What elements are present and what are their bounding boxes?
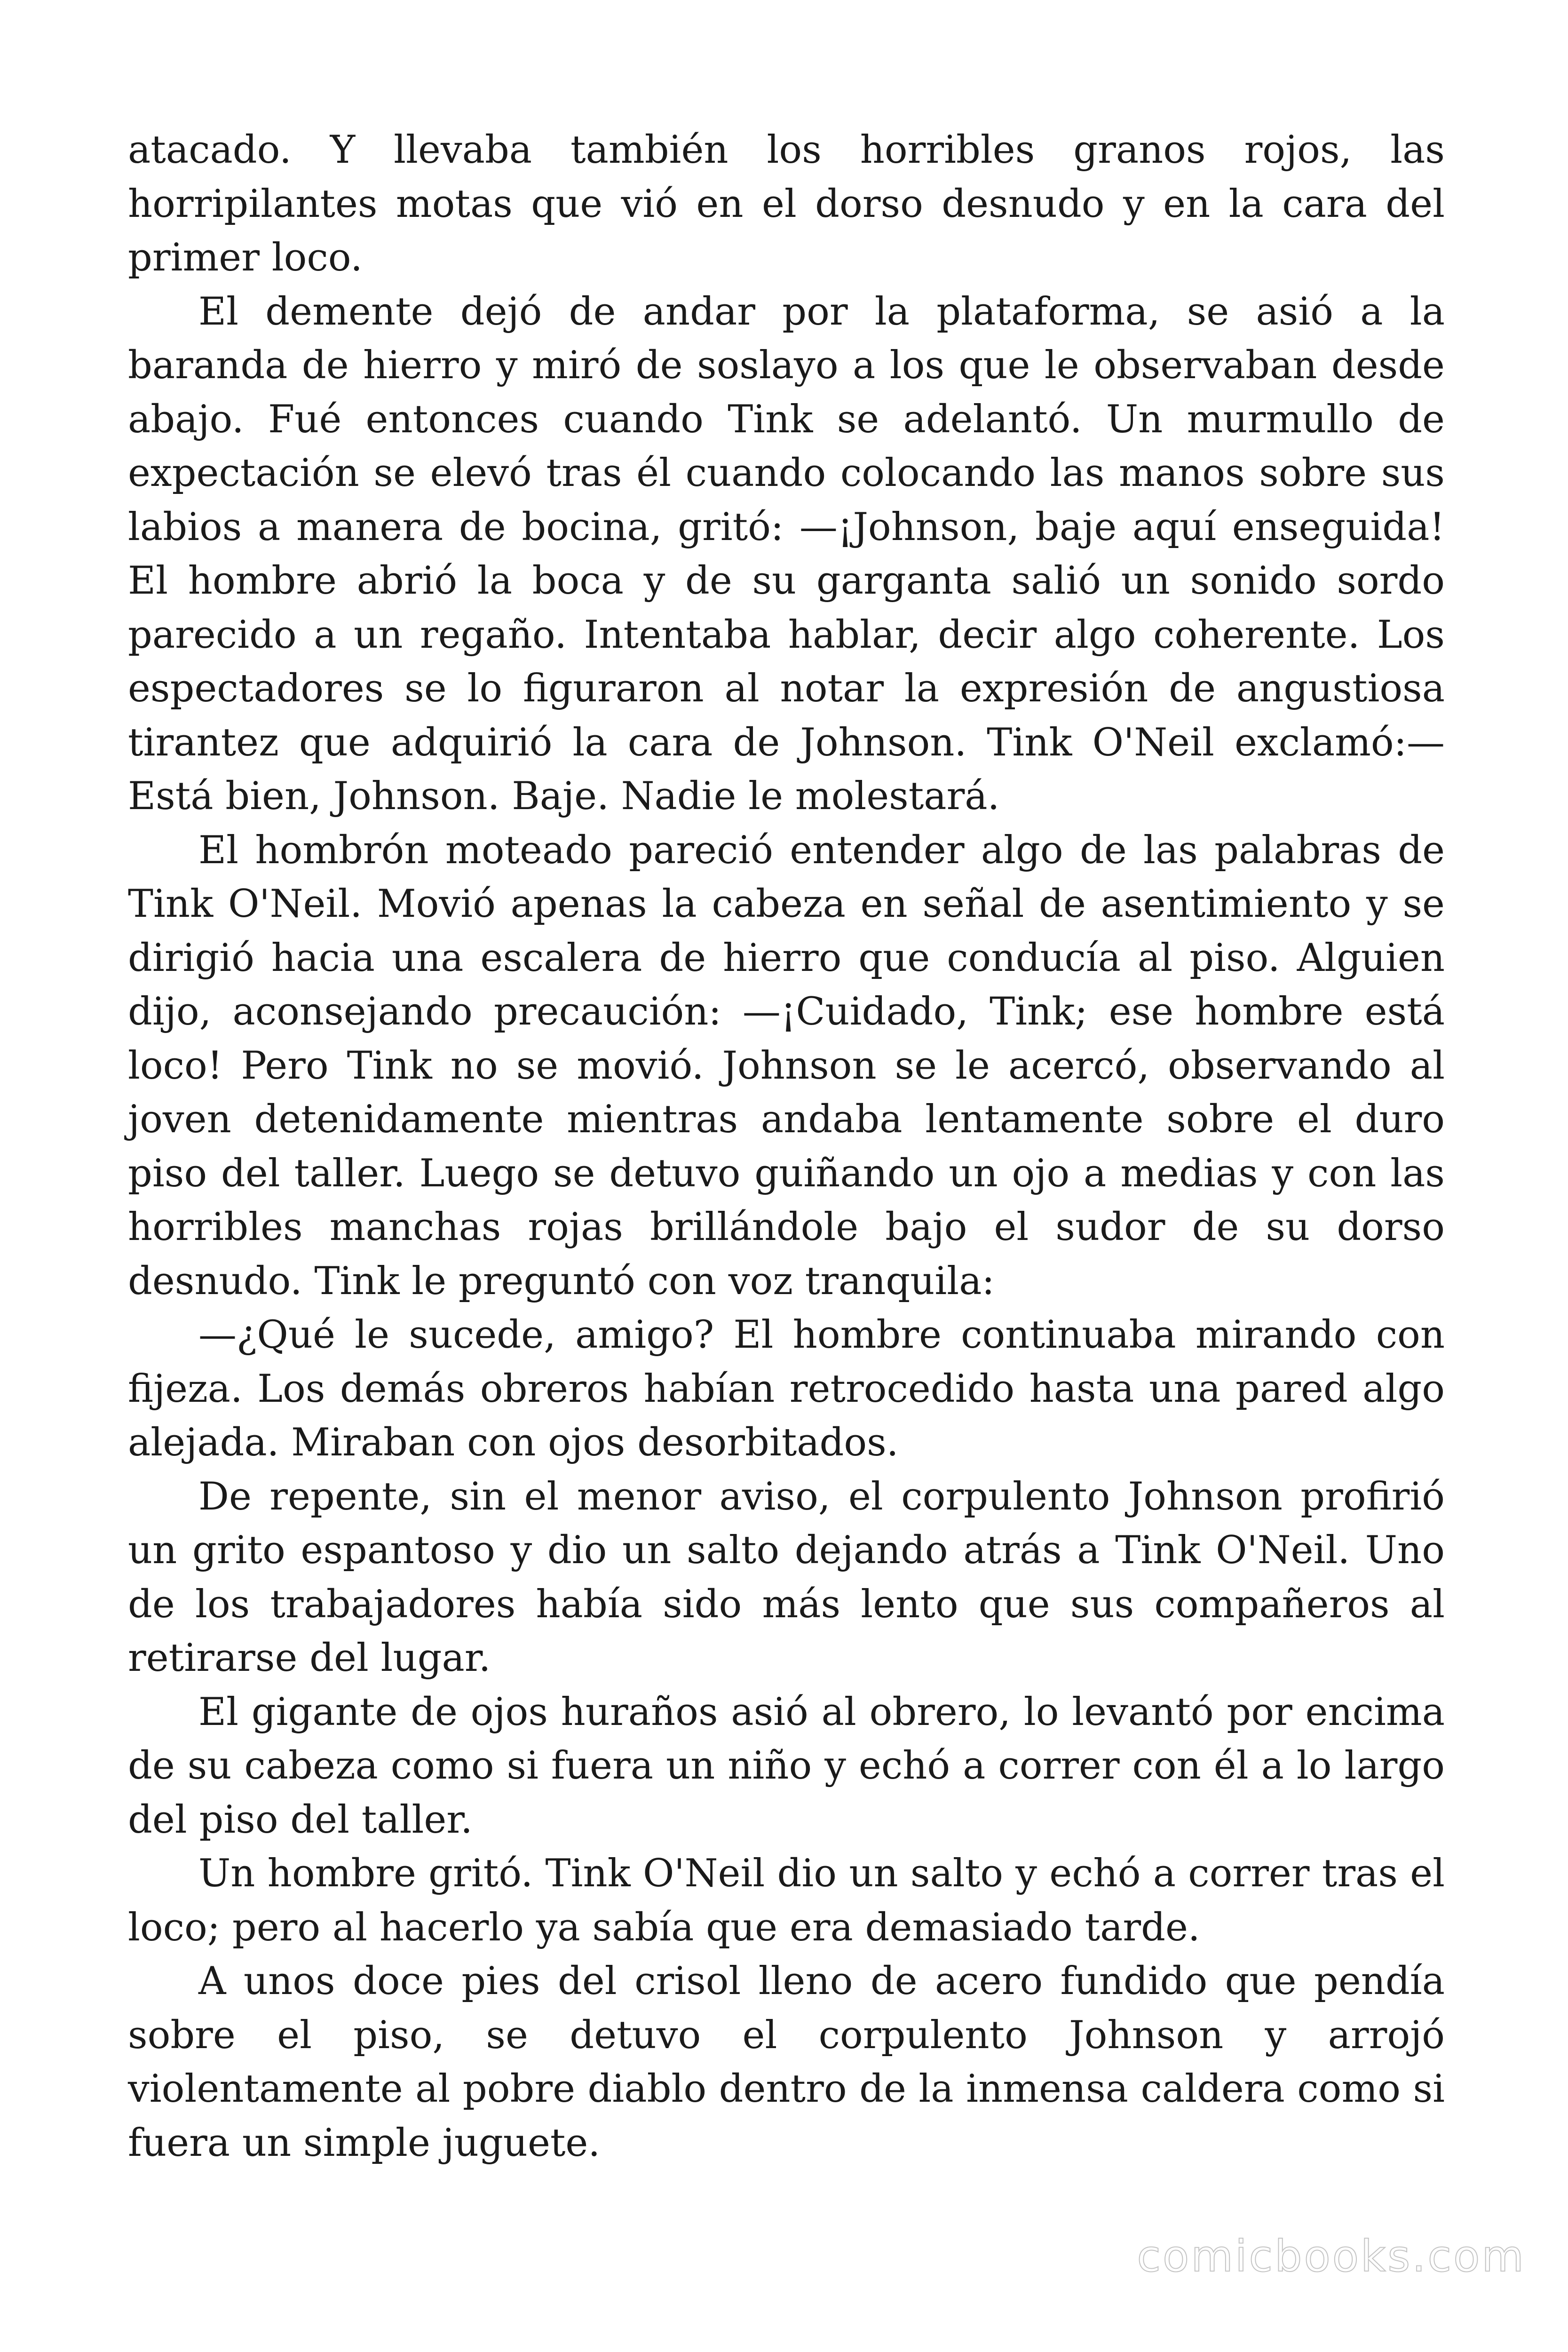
paragraph: atacado. Y llevaba también los horribles granos rojos, las horripilantes motas que vió en el dorso desnudo y en la cara del primer loco. [128,128,1445,280]
paragraph: A unos doce pies del crisol lleno de acero fundido que pendía sobre el piso, se detuvo el corpulento Johnson y arrojó violentamente al pobre diablo dentro de la inmensa caldera como si fuera un simple juguete. [128,1959,1445,2165]
watermark: comicbooks.com [1137,2231,1526,2281]
paragraph: —¿Qué le sucede, amigo? El hombre continuaba mirando con fijeza. Los demás obreros habían retrocedido hasta una pared algo alejada. Miraban con ojos desorbitados. [128,1313,1445,1465]
paragraph: El hombrón moteado pareció entender algo de las palabras de Tink O'Neil. Movió apenas la cabeza en señal de asentimiento y se dirigió hacia una escalera de hierro que conducía al piso. Alguien dijo, aconsejando precaución: —¡Cuidado, Tink; ese hombre está loco! Pero Tink no se movió. Johnson se le acercó, observando al joven detenidamente mientras andaba lentamente sobre el duro piso del taller. Luego se detuvo guiñando un ojo a medias y con las horribles manchas rojas brillándole bajo el sudor de su dorso desnudo. Tink le preguntó con voz tranquila: [128,828,1445,1303]
paragraph: El gigante de ojos huraños asió al obrero, lo levantó por encima de su cabeza como si fuera un niño y echó a correr con él a lo largo del piso del taller. [128,1690,1445,1842]
paragraph: Un hombre gritó. Tink O'Neil dio un salto y echó a correr tras el loco; pero al hacerlo ya sabía que era demasiado tarde. [128,1851,1445,1950]
body-text [128,123,1445,2170]
paragraph: De repente, sin el menor aviso, el corpulento Johnson profirió un grito espantoso y dio un salto dejando atrás a Tink O'Neil. Uno de los trabajadores había sido más lento que sus compañeros al retirarse del lugar. [128,1474,1445,1680]
paragraph: El demente dejó de andar por la plataforma, se asió a la baranda de hierro y miró de soslayo a los que le observaban desde abajo. Fué entonces cuando Tink se adelantó. Un murmullo de expectación se elevó tras él cuando colocando las manos sobre sus labios a manera de bocina, gritó: —¡Johnson, baje aquí enseguida! El hombre abrió la boca y de su garganta salió un sonido sordo parecido a un regaño. Intentaba hablar, decir algo coherente. Los espectadores se lo figuraron al notar la expresión de angustiosa tirantez que adquirió la cara de Johnson. Tink O'Neil exclamó:— Está bien, Johnson. Baje. Nadie le molestará. [128,289,1445,818]
